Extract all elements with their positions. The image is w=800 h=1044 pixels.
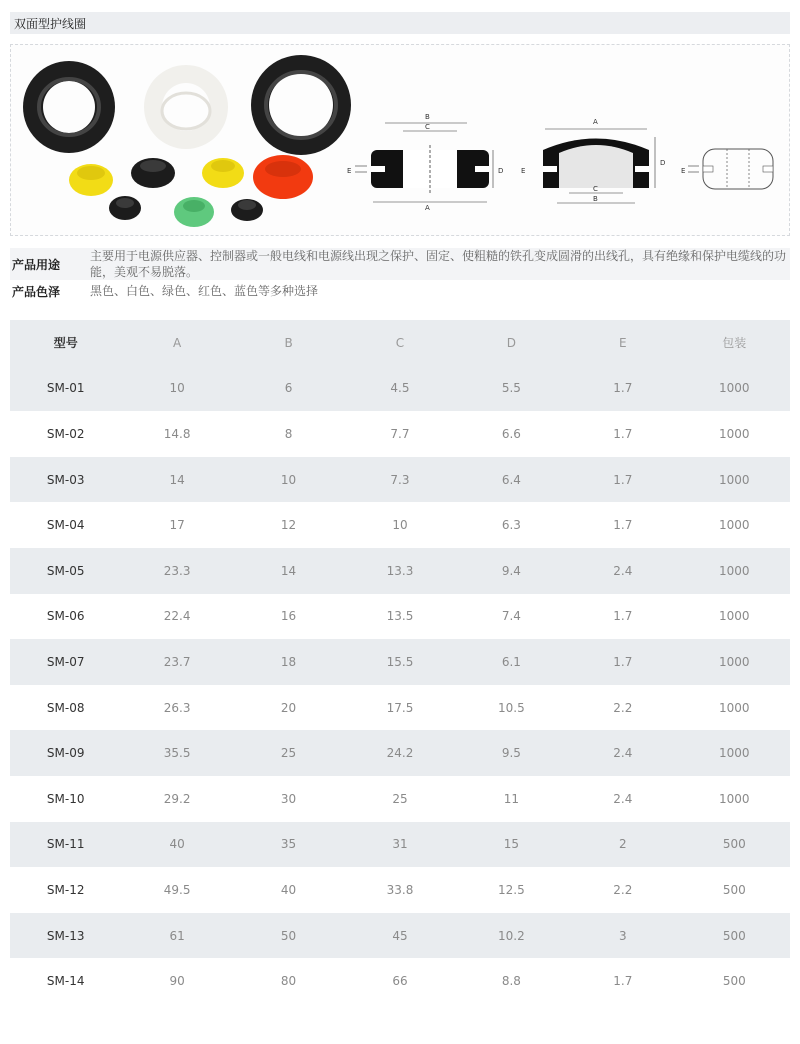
cell-b: 30 [280,791,297,806]
cell-d: 7.4 [501,609,521,624]
svg-text:A: A [593,118,598,126]
cell-a: 35.5 [121,730,232,776]
table-row [10,867,790,913]
cell-c: 66 [392,974,408,989]
cell-d: 6.4 [456,457,567,503]
cell-b: 8 [284,426,293,441]
cell-b: 25 [233,730,344,776]
cell-model: SM-07 [10,639,121,685]
table-header-row [10,320,790,366]
cell-model: SM-04 [46,518,85,533]
cell-e: 1.7 [567,366,678,412]
cell-c: 10 [392,518,408,533]
cell-d: 10.2 [456,913,567,959]
cell-model: SM-08 [46,700,85,715]
cell-c: 17.5 [386,700,414,715]
usage-row [10,248,790,280]
cell-e: 2.4 [567,730,678,776]
cell-package: 1000 [679,639,790,685]
cell-package: 1000 [718,609,750,624]
svg-text:E: E [347,167,352,175]
cell-c: 7.7 [390,426,410,441]
color-text: 黑色、白色、绿色、红色、蓝色等多种选择 [90,284,319,298]
cell-model: SM-13 [10,913,121,959]
table-row [10,594,790,640]
cell-model: SM-10 [46,791,85,806]
cell-d: 6.1 [456,639,567,685]
cell-d: 9.5 [456,730,567,776]
cell-b: 10 [233,457,344,503]
cell-e: 2.2 [613,700,633,715]
cell-a: 14 [121,457,232,503]
cell-a: 23.7 [121,639,232,685]
spec-table [10,320,790,1004]
page-title: 双面型护线圈 [14,17,87,31]
cell-e: 1.7 [567,457,678,503]
cell-model: SM-11 [10,822,121,868]
cell-e: 2.4 [567,548,678,594]
black-grommet-large-photo-2 [251,55,351,155]
cell-e: 3 [567,913,678,959]
header-package: 包装 [679,320,790,366]
header-a: A [121,320,232,366]
cell-c: 24.2 [344,730,455,776]
cell-package: 1000 [679,730,790,776]
cell-d: 12.5 [498,882,525,897]
table-body [10,366,790,1004]
table-row [10,822,790,868]
usage-label: 产品用途 [12,258,61,272]
cell-package: 1000 [679,366,790,412]
cell-e: 1.7 [613,518,633,533]
cell-d: 5.5 [456,366,567,412]
svg-text:C: C [425,123,430,131]
table-row [10,366,790,412]
cell-a: 61 [121,913,232,959]
cell-model: SM-02 [46,426,85,441]
product-illustration [11,45,791,237]
cell-model: SM-03 [10,457,121,503]
small-grommets-photo [69,155,313,227]
svg-text:E: E [521,167,526,175]
cell-package: 1000 [718,518,750,533]
cell-b: 6 [233,366,344,412]
cell-e: 1.7 [567,639,678,685]
table-row [10,685,790,731]
cell-package: 1000 [679,548,790,594]
header-model: 型号 [10,320,121,366]
cell-c: 31 [344,822,455,868]
table-row [10,730,790,776]
cell-c: 4.5 [344,366,455,412]
header-d: D [456,320,567,366]
table-row [10,776,790,822]
cell-e: 1.7 [613,609,633,624]
cell-d: 15 [456,822,567,868]
table-row [10,548,790,594]
product-figure [10,44,790,236]
header-b: B [233,320,344,366]
svg-text:D: D [660,159,666,167]
white-grommet-photo [144,65,228,149]
cell-b: 20 [280,700,297,715]
svg-text:D: D [498,167,504,175]
usage-text: 主要用于电源供应器、控制器或一般电线和电源线出现之保护、固定、使粗糙的铁孔变成圆滑的出线孔，具有绝缘和保护电缆线的功能，美观不易脱落。 [90,249,787,279]
table-row [10,411,790,457]
cell-b: 35 [233,822,344,868]
cell-a: 10 [121,366,232,412]
header-c: C [344,320,455,366]
cell-a: 29.2 [163,791,191,806]
title-bar [10,12,790,34]
svg-text:E: E [681,167,686,175]
cell-c: 7.3 [344,457,455,503]
cell-c: 25 [392,791,408,806]
cell-package: 1000 [679,457,790,503]
svg-text:B: B [593,195,598,203]
cell-model: SM-12 [46,882,85,897]
cell-e: 2 [567,822,678,868]
cell-a: 23.3 [121,548,232,594]
cell-package: 500 [722,882,746,897]
cell-e: 2.4 [613,791,633,806]
table-row [10,958,790,1004]
cell-c: 13.5 [386,609,414,624]
cell-d: 6.3 [501,518,521,533]
cross-section-drawing-1 [347,113,503,212]
color-label: 产品色泽 [12,285,61,299]
cell-a: 26.3 [163,700,191,715]
cell-e: 1.7 [613,974,633,989]
table-row [10,639,790,685]
color-row [10,282,790,300]
cell-e: 2.2 [613,882,633,897]
cell-b: 14 [233,548,344,594]
table-row [10,913,790,959]
cell-c: 15.5 [344,639,455,685]
cell-package: 500 [679,913,790,959]
cell-package: 1000 [718,426,750,441]
svg-text:B: B [425,113,430,121]
black-grommet-large-photo [23,61,115,153]
header-e: E [567,320,678,366]
cell-a: 17 [169,518,185,533]
cell-b: 40 [280,882,297,897]
cell-a: 90 [169,974,185,989]
cell-package: 500 [722,974,746,989]
cross-section-drawing-3 [681,149,773,189]
cell-c: 13.3 [344,548,455,594]
cell-b: 16 [280,609,297,624]
cell-d: 10.5 [498,700,525,715]
cell-b: 12 [280,518,297,533]
cell-a: 40 [121,822,232,868]
svg-text:C: C [593,185,598,193]
cross-section-drawing-2 [521,118,665,203]
cell-model: SM-14 [46,974,85,989]
cell-model: SM-09 [10,730,121,776]
cell-a: 14.8 [163,426,191,441]
cell-d: 8.8 [501,974,521,989]
cell-package: 500 [679,822,790,868]
cell-package: 1000 [718,791,750,806]
table-row [10,502,790,548]
svg-text:A: A [425,204,430,212]
cell-a: 49.5 [163,882,191,897]
cell-package: 1000 [718,700,750,715]
cell-b: 50 [233,913,344,959]
cell-b: 80 [280,974,297,989]
cell-d: 11 [503,791,520,806]
table-row [10,457,790,503]
cell-b: 18 [233,639,344,685]
cell-d: 9.4 [456,548,567,594]
cell-model: SM-01 [10,366,121,412]
cell-c: 33.8 [386,882,414,897]
cell-model: SM-05 [10,548,121,594]
cell-e: 1.7 [613,426,633,441]
cell-c: 45 [344,913,455,959]
cell-a: 22.4 [163,609,191,624]
cell-d: 6.6 [501,426,521,441]
cell-model: SM-06 [46,609,85,624]
